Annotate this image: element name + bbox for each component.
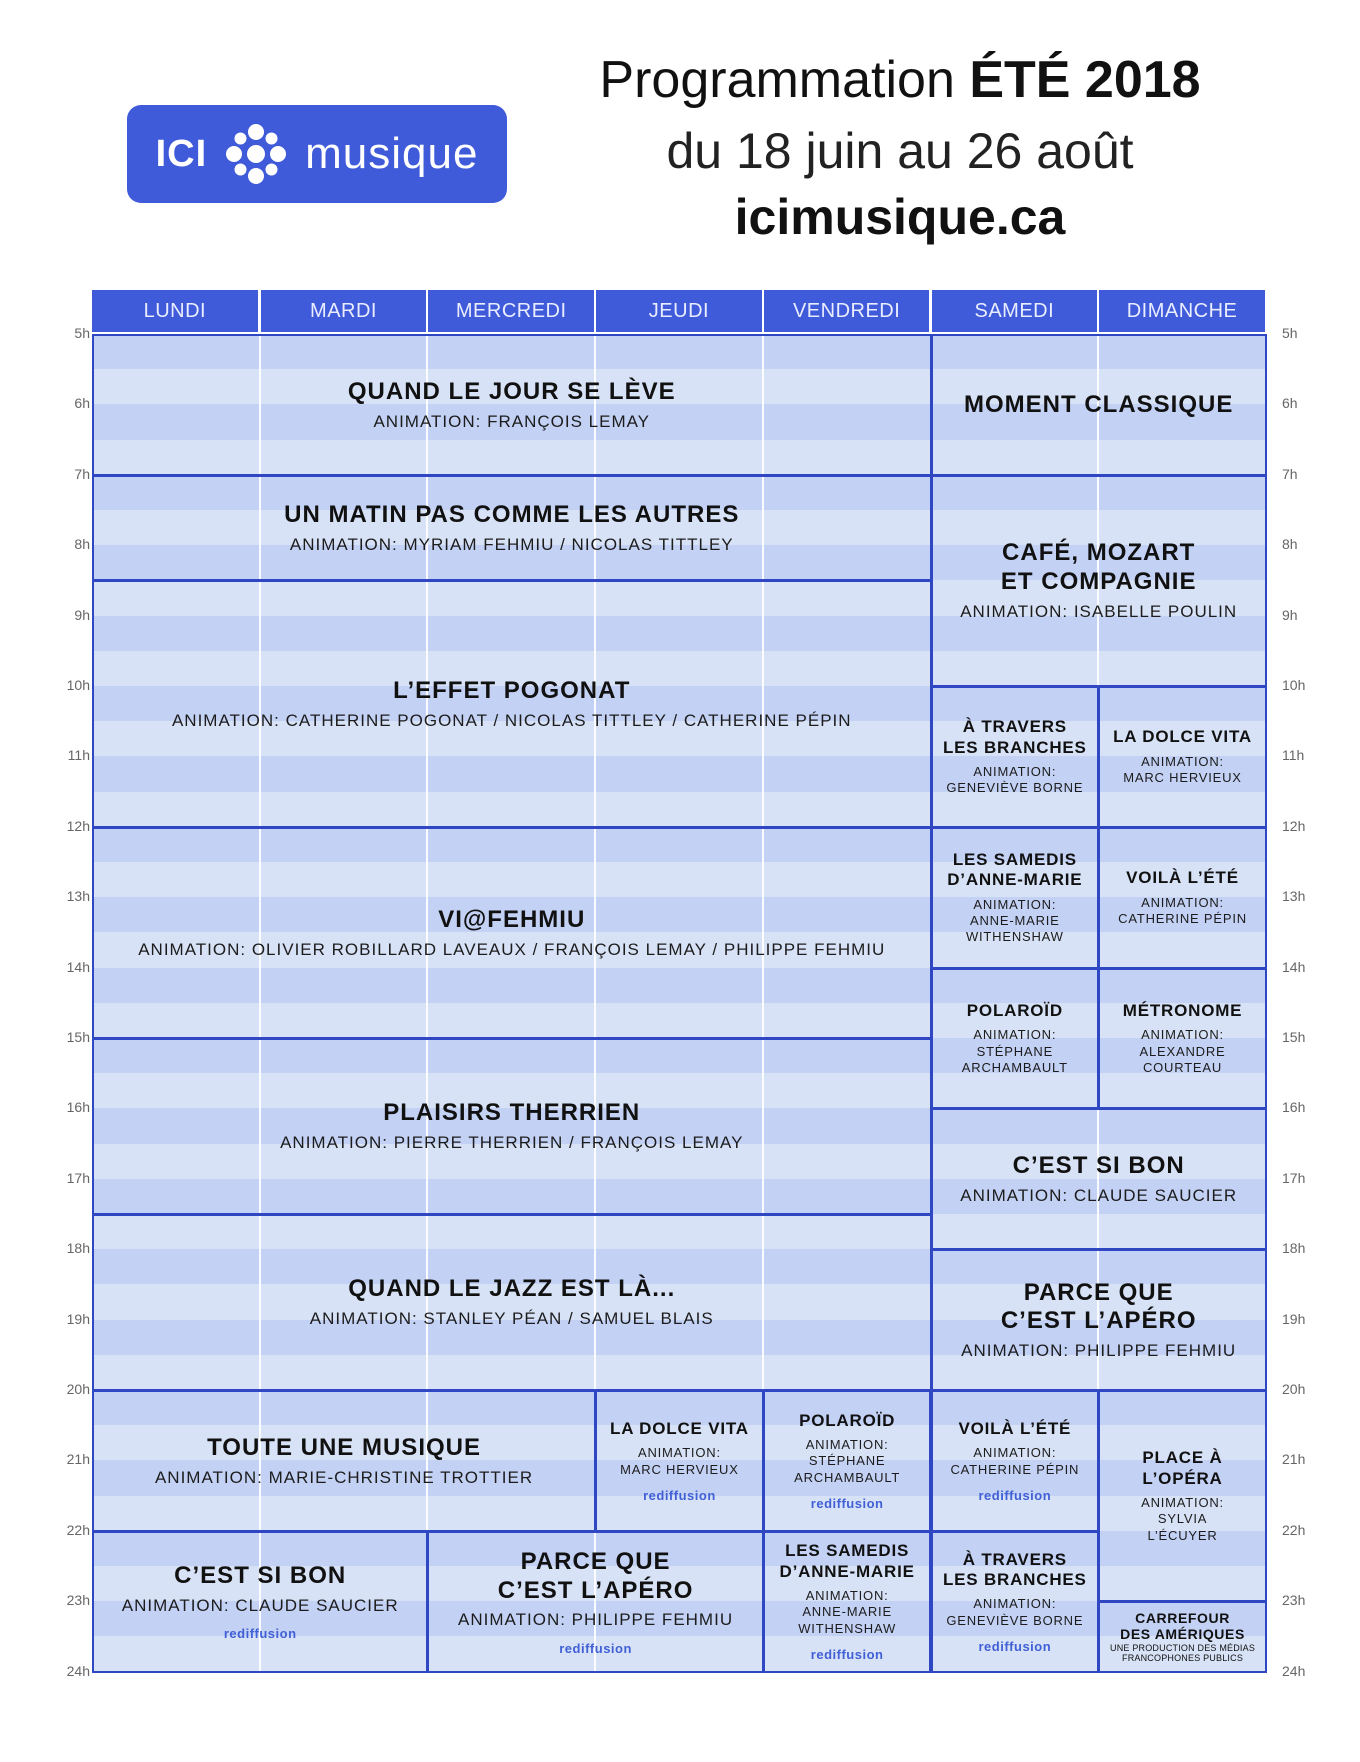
program-title: PLAISIRS THERRIEN bbox=[383, 1099, 641, 1127]
hour-label-left: 20h bbox=[66, 1381, 90, 1397]
program-host: ANIMATION: PIERRE THERRIEN / FRANÇOIS LEMAY bbox=[280, 1133, 744, 1153]
program-title: POLAROÏD bbox=[799, 1410, 896, 1430]
program-block-les-samedis-d-anne-marie bbox=[763, 1531, 932, 1673]
rebroadcast-label: rediffusion bbox=[643, 1487, 716, 1503]
hour-label-right: 13h bbox=[1282, 888, 1306, 905]
day-header-samedi: SAMEDI bbox=[932, 290, 1098, 332]
day-header-jeudi: JEUDI bbox=[596, 290, 762, 332]
program-title: POLAROÏD bbox=[966, 1000, 1063, 1020]
hour-label-left: 11h bbox=[67, 747, 90, 764]
program-title: MOMENT CLASSIQUE bbox=[964, 390, 1234, 418]
hour-label-left: 22h bbox=[66, 1521, 90, 1538]
day-header-vendredi: VENDREDI bbox=[764, 290, 930, 332]
hour-label-right: 22h bbox=[1282, 1521, 1306, 1538]
rebroadcast-label: rediffusion bbox=[978, 1487, 1052, 1503]
program-title: L’EFFET POGONAT bbox=[393, 677, 631, 705]
hour-label-left: 17h bbox=[66, 1169, 90, 1186]
hour-label-left: 9h bbox=[74, 606, 90, 623]
hour-label-right: 5h bbox=[1282, 325, 1298, 341]
day-header-lundi: LUNDI bbox=[92, 290, 258, 332]
program-block-vi-fehmiu bbox=[92, 827, 932, 1039]
hour-label-left: 15h bbox=[66, 1029, 90, 1045]
program-title: LES SAMEDIS D’ANNE-MARIE bbox=[779, 1541, 915, 1581]
program-host: ANIMATION: STANLEY PÉAN / SAMUEL BLAIS bbox=[309, 1309, 714, 1329]
program-block-moment-classique bbox=[931, 334, 1267, 476]
hour-label-left: 21h bbox=[66, 1451, 90, 1468]
hour-label-right: 8h bbox=[1282, 536, 1298, 553]
ici-musique-logo bbox=[127, 105, 507, 203]
program-host: ANIMATION: MARC HERVIEUX bbox=[620, 1445, 739, 1477]
hour-label-right: 20h bbox=[1282, 1381, 1306, 1397]
hour-label-right: 14h bbox=[1282, 958, 1306, 975]
program-title: LA DOLCE VITA bbox=[610, 1418, 749, 1438]
program-host: ANIMATION: CATHERINE POGONAT / NICOLAS TITTLEY / CATHERINE PÉPIN bbox=[171, 710, 852, 730]
program-title: C’EST SI BON bbox=[174, 1562, 347, 1590]
hour-label-right: 10h bbox=[1282, 677, 1306, 693]
hour-label-right: 16h bbox=[1282, 1099, 1306, 1116]
program-block-les-samedis-d-anne-marie bbox=[931, 827, 1100, 969]
hour-label-left: 16h bbox=[66, 1099, 90, 1116]
hour-label-left: 19h bbox=[66, 1310, 90, 1327]
program-block-un-matin-pas-comme-les-autres bbox=[92, 475, 932, 582]
program-host: ANIMATION: FRANÇOIS LEMAY bbox=[373, 411, 651, 431]
program-title: PLACE À L’OPÉRA bbox=[1142, 1448, 1223, 1488]
program-host: ANIMATION: ALEXANDRE COURTEAU bbox=[1139, 1027, 1226, 1075]
program-title: CARREFOUR DES AMÉRIQUES bbox=[1120, 1609, 1245, 1642]
program-host: ANIMATION: ANNE-MARIE WITHENSHAW bbox=[965, 896, 1064, 945]
program-host: ANIMATION: CATHERINE PÉPIN bbox=[950, 1445, 1080, 1477]
hour-label-right: 24h bbox=[1282, 1662, 1306, 1679]
program-block-voila-l-ete bbox=[931, 1390, 1100, 1532]
hour-label-right: 21h bbox=[1282, 1451, 1306, 1468]
program-host: ANIMATION: ANNE-MARIE WITHENSHAW bbox=[798, 1588, 897, 1636]
program-title: TOUTE UNE MUSIQUE bbox=[207, 1433, 481, 1461]
program-host: ANIMATION: PHILIPPE FEHMIU bbox=[961, 1341, 1237, 1361]
program-host: ANIMATION: OLIVIER ROBILLARD LAVEAUX / FRANÇOIS LEMAY / PHILIPPE FEHMIU bbox=[138, 939, 886, 959]
program-host: ANIMATION: CLAUDE SAUCIER bbox=[121, 1595, 399, 1615]
rebroadcast-label: rediffusion bbox=[223, 1626, 297, 1642]
logo-ici-text: ICI bbox=[155, 132, 208, 175]
program-title: VOILÀ L’ÉTÉ bbox=[958, 1418, 1072, 1438]
program-host: ANIMATION: GENEVIÈVE BORNE bbox=[946, 1596, 1084, 1628]
day-header-dimanche: DIMANCHE bbox=[1099, 290, 1265, 332]
program-block-parce-que-c-est-l-apero bbox=[931, 1249, 1267, 1391]
title-prefix: Programmation bbox=[599, 51, 955, 109]
program-block-l-effet-pogonat bbox=[92, 580, 932, 827]
program-host: ANIMATION: PHILIPPE FEHMIU bbox=[458, 1610, 734, 1630]
program-block-quand-le-jour-se-leve bbox=[92, 334, 932, 476]
hour-label-left: 18h bbox=[66, 1240, 90, 1257]
program-title: CAFÉ, MOZART ET COMPAGNIE bbox=[1000, 539, 1197, 596]
hour-label-left: 23h bbox=[66, 1592, 90, 1609]
program-title: QUAND LE JAZZ EST LÀ... bbox=[348, 1275, 676, 1303]
program-host: ANIMATION: MARC HERVIEUX bbox=[1123, 753, 1242, 786]
program-block-c-est-si-bon bbox=[92, 1531, 428, 1673]
program-host: ANIMATION: MYRIAM FEHMIU / NICOLAS TITTLEY bbox=[289, 534, 734, 554]
rebroadcast-label: rediffusion bbox=[559, 1640, 632, 1656]
program-title: VOILÀ L’ÉTÉ bbox=[1126, 868, 1239, 888]
program-block-a-travers-les-branches bbox=[931, 1531, 1100, 1673]
program-title: C’EST SI BON bbox=[1012, 1152, 1185, 1180]
program-title: MÉTRONOME bbox=[1122, 1000, 1243, 1020]
hour-label-right: 11h bbox=[1282, 747, 1305, 764]
program-block-c-est-si-bon bbox=[931, 1108, 1267, 1250]
program-block-la-dolce-vita bbox=[595, 1390, 764, 1532]
program-title: QUAND LE JOUR SE LÈVE bbox=[347, 377, 676, 405]
program-block-voila-l-ete bbox=[1098, 827, 1267, 969]
program-note: UNE PRODUCTION DES MÉDIAS FRANCOPHONES PUBLICS bbox=[1110, 1643, 1256, 1663]
program-block-cafe-mozart-et-compagnie bbox=[931, 475, 1267, 687]
program-block-a-travers-les-branches bbox=[931, 686, 1100, 828]
hour-label-left: 24h bbox=[66, 1662, 90, 1679]
rebroadcast-label: rediffusion bbox=[978, 1638, 1052, 1654]
program-host: ANIMATION: MARIE-CHRISTINE TROTTIER bbox=[154, 1467, 534, 1487]
gem-icon bbox=[221, 119, 291, 189]
program-host: ANIMATION: GENEVIÈVE BORNE bbox=[946, 764, 1084, 796]
hour-label-right: 9h bbox=[1282, 606, 1298, 623]
hour-label-right: 12h bbox=[1282, 817, 1306, 834]
program-block-metronome bbox=[1098, 968, 1267, 1110]
program-block-place-a-l-opera bbox=[1098, 1390, 1267, 1602]
hour-label-left: 5h bbox=[74, 325, 90, 341]
hour-label-right: 15h bbox=[1282, 1029, 1306, 1045]
program-block-parce-que-c-est-l-apero bbox=[427, 1531, 763, 1673]
program-block-polaroid bbox=[931, 968, 1100, 1110]
hour-label-left: 7h bbox=[74, 465, 90, 482]
hour-label-left: 6h bbox=[74, 395, 90, 412]
hour-label-left: 12h bbox=[66, 817, 90, 834]
program-block-quand-le-jazz-est-la bbox=[92, 1214, 932, 1391]
hour-label-left: 8h bbox=[74, 536, 90, 553]
program-host: ANIMATION: ISABELLE POULIN bbox=[960, 602, 1238, 622]
title-season: ÉTÉ 2018 bbox=[969, 51, 1201, 109]
program-title: UN MATIN PAS COMME LES AUTRES bbox=[284, 501, 740, 529]
program-title: À TRAVERS LES BRANCHES bbox=[942, 1549, 1087, 1589]
hour-label-left: 10h bbox=[66, 677, 90, 693]
rebroadcast-label: rediffusion bbox=[810, 1646, 884, 1662]
hour-label-right: 7h bbox=[1282, 465, 1298, 482]
program-title: LA DOLCE VITA bbox=[1113, 727, 1252, 747]
hour-label-left: 14h bbox=[66, 958, 90, 975]
program-block-polaroid bbox=[763, 1390, 932, 1532]
program-title: VI@FEHMIU bbox=[438, 905, 586, 933]
schedule-dates: du 18 juin au 26 août bbox=[666, 123, 1134, 179]
day-header-mercredi: MERCREDI bbox=[428, 290, 594, 332]
program-title: PARCE QUE C’EST L’APÉRO bbox=[497, 1547, 694, 1604]
program-host: ANIMATION: SYLVIA L’ÉCUYER bbox=[1141, 1495, 1224, 1543]
program-host: ANIMATION: CATHERINE PÉPIN bbox=[1118, 894, 1247, 926]
hour-label-right: 18h bbox=[1282, 1240, 1306, 1257]
hour-label-right: 19h bbox=[1282, 1310, 1306, 1327]
program-block-carrefour-des-ameriques bbox=[1098, 1601, 1267, 1672]
website-url: icimusique.ca bbox=[734, 189, 1066, 245]
hour-label-right: 6h bbox=[1282, 395, 1298, 412]
hour-label-right: 23h bbox=[1282, 1592, 1306, 1609]
hour-label-left: 13h bbox=[66, 888, 90, 905]
program-title: À TRAVERS LES BRANCHES bbox=[942, 717, 1087, 757]
program-block-la-dolce-vita bbox=[1098, 686, 1267, 828]
hour-label-right: 17h bbox=[1282, 1169, 1306, 1186]
program-title: LES SAMEDIS D’ANNE-MARIE bbox=[947, 849, 1083, 890]
logo-musique-text: musique bbox=[305, 129, 479, 178]
program-block-toute-une-musique bbox=[92, 1390, 596, 1532]
program-host: ANIMATION: STÉPHANE ARCHAMBAULT bbox=[794, 1437, 901, 1485]
program-block-plaisirs-therrien bbox=[92, 1038, 932, 1215]
program-host: ANIMATION: CLAUDE SAUCIER bbox=[960, 1186, 1238, 1206]
program-title: PARCE QUE C’EST L’APÉRO bbox=[1000, 1278, 1197, 1335]
rebroadcast-label: rediffusion bbox=[810, 1495, 884, 1511]
day-header-mardi: MARDI bbox=[261, 290, 427, 332]
page-title bbox=[520, 50, 1280, 110]
program-host: ANIMATION: STÉPHANE ARCHAMBAULT bbox=[961, 1027, 1068, 1075]
